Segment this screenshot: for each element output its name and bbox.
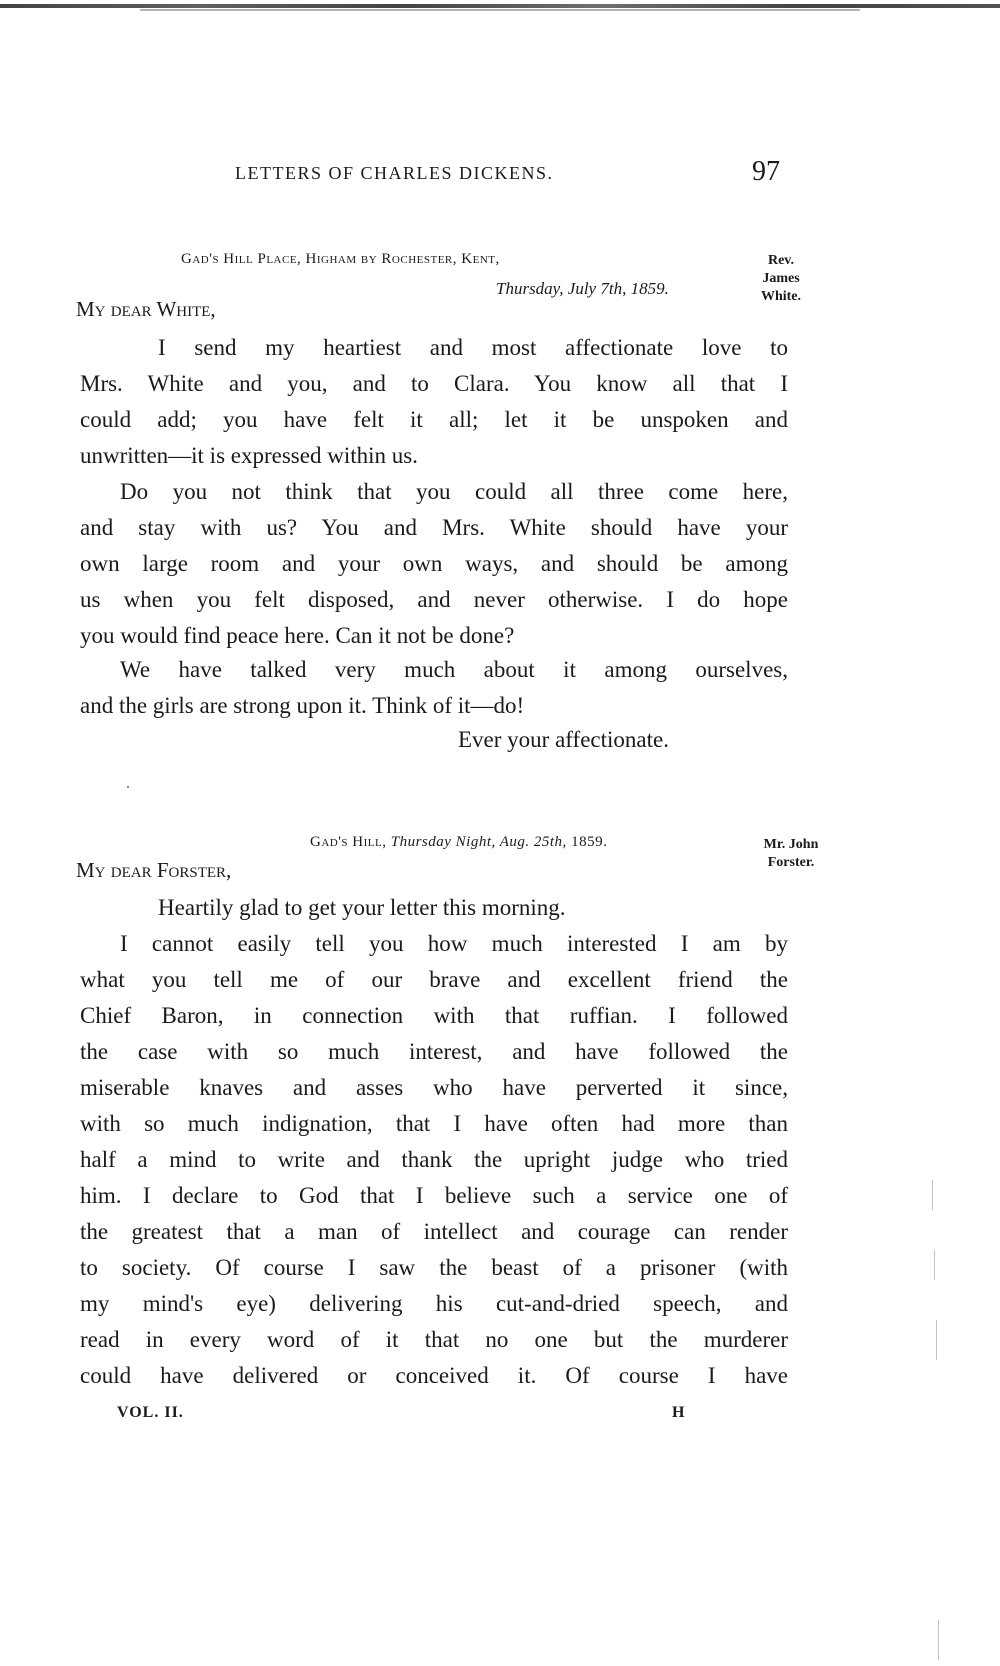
text-line: I cannot easily tell you how much interested I am by (120, 931, 788, 956)
letter-2-margin-note (746, 836, 836, 872)
letter-1-dateline (496, 279, 669, 299)
text-line: and the girls are strong upon it. Think of it—do! (80, 693, 525, 718)
letter-1-dateline-text: Thursday, July 7th, 1859. (496, 279, 669, 298)
margin-note-line: Rev. (767, 253, 795, 268)
letter-2-address (310, 834, 607, 851)
text-line: We have talked very much about it among ourselves, (120, 657, 788, 682)
text-line: and stay with us? You and Mrs. White should have your (80, 515, 788, 540)
text-line: Heartily glad to get your letter this morning. (158, 895, 566, 920)
page-number: 97 (752, 156, 780, 187)
scan-speck (127, 786, 129, 788)
scan-speck (936, 1320, 937, 1360)
text-line: read in every word of it that no one but the murderer (80, 1327, 788, 1352)
text-line: the greatest that a man of intellect and courage can render (80, 1219, 788, 1244)
text-line: what you tell me of our brave and excellent friend the (80, 967, 788, 992)
text-line: Do you not think that you could all three come here, (120, 479, 788, 504)
text-line: to society. Of course I saw the beast of a prisoner (with (80, 1255, 788, 1280)
letter-2-salutation: My dear Forster, (76, 858, 232, 882)
text-line: my mind's eye) delivering his cut-and-dried speech, and (80, 1291, 788, 1316)
running-title: LETTERS OF CHARLES DICKENS. (235, 163, 554, 183)
margin-note-line: White. (760, 289, 802, 304)
text-line: could add; you have felt it all; let it be unspoken and (80, 407, 788, 432)
text-line: Chief Baron, in connection with that ruffian. I followed (80, 1003, 788, 1028)
text-line: him. I declare to God that I believe such a service one of (80, 1183, 788, 1208)
volume-mark: VOL. II. (117, 1404, 184, 1421)
letter-2-place: Gad's Hill, (310, 834, 387, 850)
letter-1-margin-note (750, 252, 812, 306)
margin-note-line: Mr. John (763, 837, 819, 852)
text-line: with so much indignation, that I have often had more than (80, 1111, 788, 1136)
text-line: the case with so much interest, and have followed the (80, 1039, 788, 1064)
top-edge-rule (0, 4, 1000, 8)
margin-note-line: James (762, 271, 800, 286)
text-line: own large room and your own ways, and should be among (80, 551, 788, 576)
text-line: I send my heartiest and most affectionate love to (158, 335, 788, 360)
text-line: miserable knaves and asses who have perverted it since, (80, 1075, 788, 1100)
top-edge-rule-secondary (140, 9, 860, 11)
letter-1-closing: Ever your affectionate. (458, 727, 669, 752)
signature-mark: H (672, 1404, 686, 1421)
letter-1-salutation: My dear White, (76, 297, 216, 321)
letter-2-year: 1859. (571, 834, 608, 850)
letter-2-date: Thursday Night, Aug. 25th, (390, 834, 567, 850)
scan-speck (938, 1620, 939, 1660)
letter-1-address: Gad's Hill Place, Higham by Rochester, Kent, (181, 251, 500, 267)
text-line: you would find peace here. Can it not be done? (80, 623, 515, 648)
text-line: us when you felt disposed, and never otherwise. I do hope (80, 587, 788, 612)
scan-speck (934, 1250, 935, 1280)
text-line: Mrs. White and you, and to Clara. You know all that I (80, 371, 788, 396)
text-line: could have delivered or conceived it. Of course I have (80, 1363, 788, 1388)
text-line: unwritten—it is expressed within us. (80, 443, 418, 468)
margin-note-line: Forster. (767, 855, 815, 870)
scan-speck (932, 1180, 933, 1210)
text-line: half a mind to write and thank the upright judge who tried (80, 1147, 788, 1172)
